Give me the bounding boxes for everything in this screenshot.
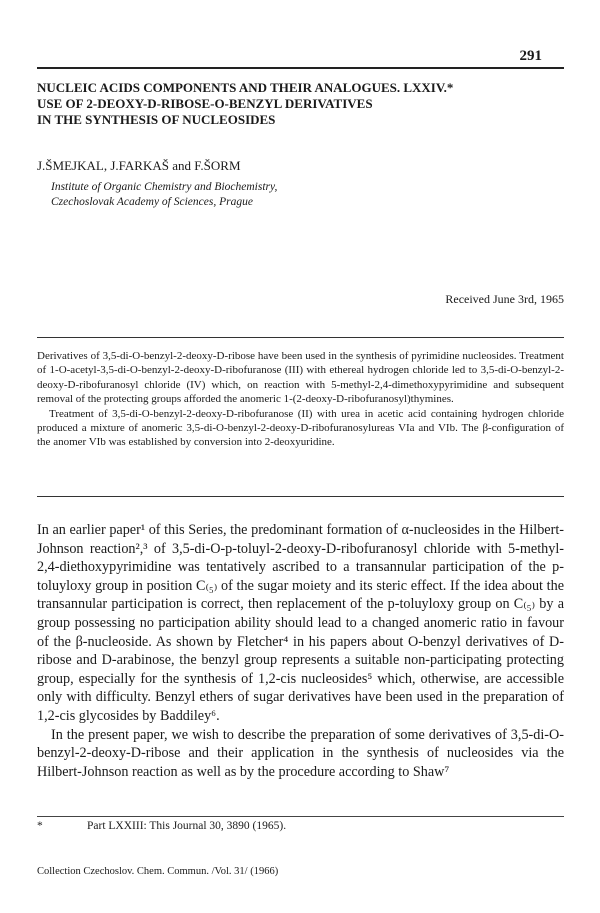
footnote-rule <box>37 816 564 817</box>
footnote-marker: * <box>37 820 43 832</box>
footnote <box>37 820 286 832</box>
journal-citation: Collection Czechoslov. Chem. Commun. /Vol. 31/ (1966) <box>37 866 279 877</box>
affiliation-line-2: Czechoslovak Academy of Sciences, Prague <box>51 196 253 208</box>
title-line-1: NUCLEIC ACIDS COMPONENTS AND THEIR ANALOGUES. LXXIV.* <box>37 80 454 95</box>
title-line-3: IN THE SYNTHESIS OF NUCLEOSIDES <box>37 112 276 127</box>
footnote-text: Part LXXIII: This Journal 30, 3890 (1965). <box>87 820 287 832</box>
authors: J.ŠMEJKAL, J.FARKAŠ and F.ŠORM <box>37 158 241 173</box>
body-paragraph: In an earlier paper¹ of this Series, the predominant formation of α-nucleosides in the Hilbert-Johnson reaction²,³ of 3,5-di-O-p-toluyl-2-deoxy-D-ribofuranosyl chloride with 5-methyl-2,4-diethoxypyrimidine was tentatively ascribed to a transannular participation of the p-toluyloxy group in position C₍₅₎ of the sugar moiety and its steric effect. If the idea about the transannular participation is correct, then replacement of the p-toluyloxy group on C₍₅₎ by a group possessing no participation ability should lead to a changed anomeric ratio in favour of the β-nucleoside. As shown by Fletcher⁴ in his papers about O-benzyl derivatives of D-ribose and D-arabinose, the benzyl group represents a suitable non-participating protecting group, especially for the synthesis of 1,2-cis nucleosides⁵ which, otherwise, are accessible only with difficulty. Benzyl ethers of sugar derivatives have been used in the preparation of 1,2-cis glycosides by Baddiley⁶. <box>37 522 564 724</box>
header-rule <box>37 67 564 69</box>
abstract-paragraph: Derivatives of 3,5-di-O-benzyl-2-deoxy-D-ribose have been used in the synthesis of pyrimidine nucleosides. Treatment of 1-O-acetyl-3,5-di-O-benzyl-2-deoxy-D-ribofuranose (III) with ethereal hydrogen chloride led to 3,5-di-O-benzyl-2-deoxy-D-ribofuranosyl chloride (IV) which, on reaction with 5-methyl-2,4-dimethoxypyrimidine and subsequent removal of the protecting groups afforded the anomeric 1-(2-deoxy-D-ribofuranosyl)thymines. <box>37 350 564 406</box>
affiliation <box>51 180 277 210</box>
title-line-2: USE OF 2-DEOXY-D-RIBOSE-O-BENZYL DERIVATIVES <box>37 96 373 111</box>
abstract <box>37 349 564 450</box>
body-paragraph: In the present paper, we wish to describe the preparation of some derivatives of 3,5-di-O-benzyl-2-deoxy-D-ribose and their application in the synthesis of nucleosides via the Hilbert-Johnson reaction as well as by the procedure according to Shaw⁷ <box>37 726 564 780</box>
article-title <box>37 80 557 128</box>
abstract-top-rule <box>37 337 564 338</box>
affiliation-line-1: Institute of Organic Chemistry and Biochemistry, <box>51 181 278 193</box>
page-number: 291 <box>519 48 542 64</box>
main-text <box>37 521 564 781</box>
received-date: Received June 3rd, 1965 <box>445 292 564 306</box>
abstract-bottom-rule <box>37 496 564 497</box>
abstract-paragraph: Treatment of 3,5-di-O-benzyl-2-deoxy-D-ribofuranose (II) with urea in acetic acid containing hydrogen chloride produced a mixture of anomeric 3,5-di-O-benzyl-2-deoxy-D-ribofuranosylureas VIa and VIb. The β-configuration of the anomer VIb was established by conversion into 2-deoxyuridine. <box>37 407 564 449</box>
